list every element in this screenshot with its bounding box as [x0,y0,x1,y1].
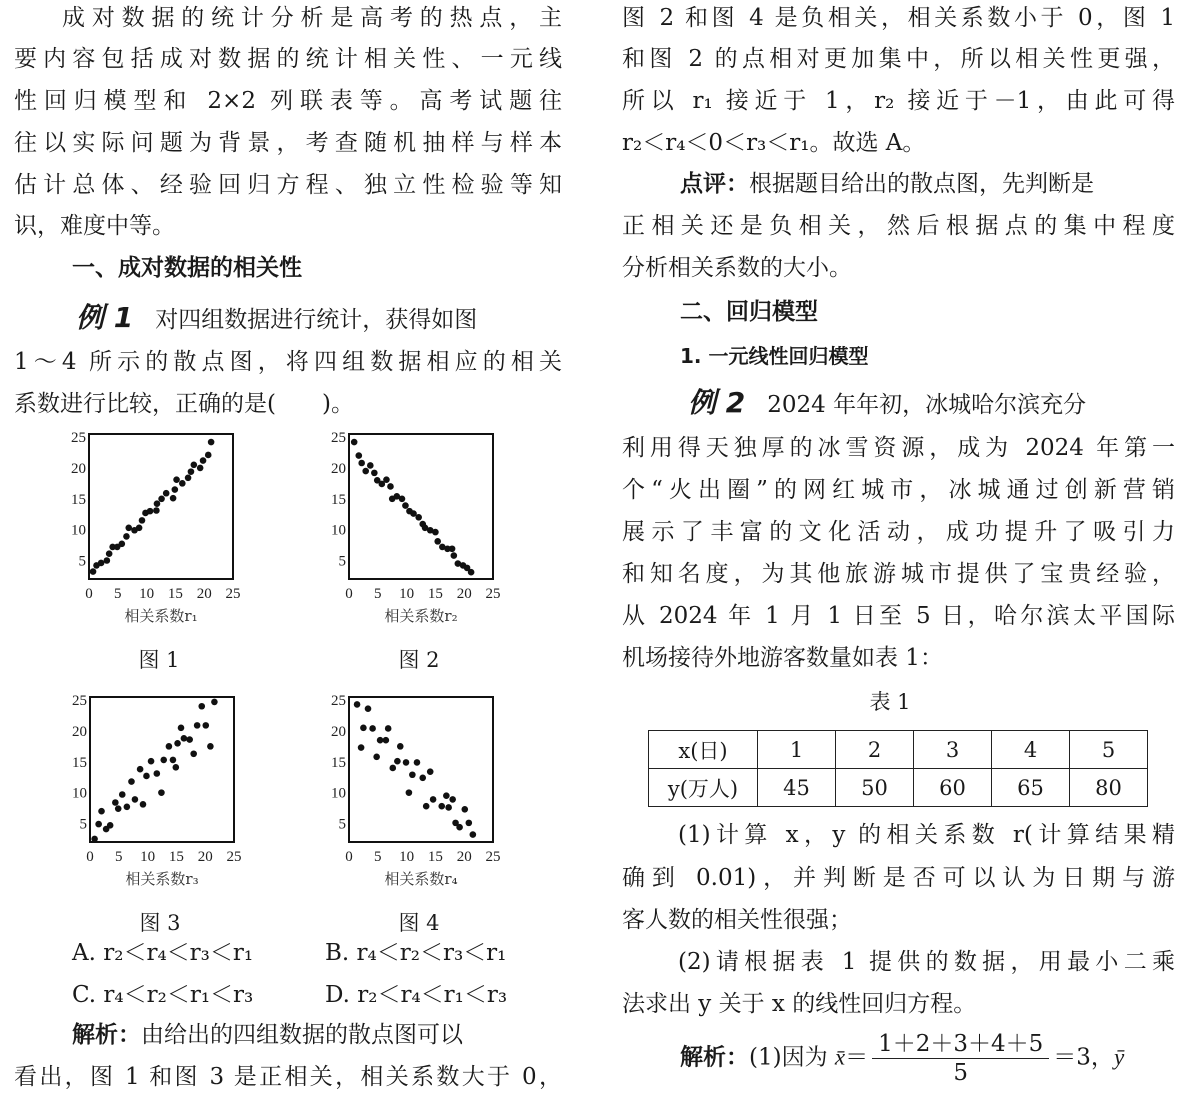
data-point [172,486,179,493]
analysis-line: 图 2 和图 4 是负相关，相关系数小于 0，图 1 [622,5,1175,31]
data-point [128,778,135,785]
data-point [362,468,369,475]
data-point [432,529,439,536]
table-cell: 65 [992,769,1070,807]
x-tick-label: 10 [140,849,156,865]
data-point [449,796,456,803]
x-tick-label: 0 [86,849,94,865]
solution-label: 解析： [680,1044,749,1071]
fraction-denominator: 5 [953,1060,969,1086]
data-point [423,803,430,810]
question-line: 法求出 y 关于 x 的线性回归方程。 [622,991,977,1017]
x-tick-label: 0 [85,586,93,602]
question-line: 确到 0.01)，并判断是否可以认为日期与游 [622,865,1175,891]
x-bar: x̄ [834,1044,846,1070]
data-point [91,836,98,843]
y-tick-label: 5 [338,816,346,833]
data-point [449,545,456,552]
data-point [185,475,192,482]
data-point [148,758,155,765]
data-point [153,507,160,514]
y-tick-label: 15 [331,491,346,508]
data-point [124,804,131,811]
x-tick-label: 0 [345,586,353,602]
table-cell: 2 [836,731,914,769]
data-point [123,533,130,540]
y-tick-label: 10 [331,522,346,539]
data-point [173,476,180,483]
example-2-line: 和知名度，为其他旅游城市提供了宝贵经验， [622,561,1175,587]
example-1-first-line [14,303,562,335]
data-point [119,541,126,548]
section-heading-correlation: 一、成对数据的相关性 [72,255,302,281]
data-point [90,568,97,575]
example-2-line: 展示了丰富的文化活动，成功提升了吸引力 [622,519,1175,545]
data-point [205,452,212,459]
y-bar: ȳ [1113,1044,1125,1070]
data-point [403,759,410,766]
intro-paragraph-line: 要内容包括成对数据的统计相关性、一元线 [14,46,562,72]
data-point [427,768,434,775]
x-tick-label: 25 [226,849,242,865]
x-axis-label: 相关系数r₄ [384,870,458,888]
data-point [468,569,475,576]
data-point [137,766,144,773]
data-point [461,806,468,813]
data-point [173,764,180,771]
data-point [394,758,401,765]
comment-line: 分析相关系数的大小。 [622,255,852,281]
data-point [186,736,193,743]
data-point [154,770,161,777]
x-tick-label: 5 [114,586,122,602]
data-point [198,703,205,710]
scatter-chart-3 [60,689,260,869]
example-2-first-line [622,388,1175,420]
y-tick-label: 10 [71,522,86,539]
data-point [139,517,146,524]
x-tick-label: 25 [225,586,241,602]
data-point [136,524,143,531]
x-tick-label: 10 [399,849,415,865]
data-point [377,737,384,744]
analysis-line: r₂＜r₄＜0＜r₃＜r₁。故选 A。 [622,130,926,156]
data-point [202,722,209,729]
y-tick-label: 5 [79,816,87,833]
question-line: (1)计算 x，y 的相关系数 r(计算结果精 [678,822,1175,848]
x-tick-label: 15 [167,586,183,602]
solution-line [680,1030,1124,1087]
data-point [365,705,372,712]
data-point [207,743,214,750]
y-tick-label: 20 [331,723,346,740]
data-point [358,744,365,751]
answer-option: B. r₄＜r₂＜r₃＜r₁ [325,940,507,966]
data-point [470,831,477,838]
data-point [163,490,170,497]
intro-paragraph-line: 识，难度中等。 [14,213,175,239]
data-point [451,552,458,559]
data-point [466,820,473,827]
solution-suffix: ＝3， [1053,1044,1114,1071]
example-2-line: 个“火出圈”的网红城市，冰城通过创新营销 [622,477,1175,503]
data-point [438,803,445,810]
scatter-chart-1 [59,426,259,606]
data-point [371,470,378,477]
solution-prefix: (1)因为 [749,1044,828,1071]
comment-first-line [680,169,1094,199]
analysis-line: 看出，图 1 和图 3 是正相关，相关系数大于 0， [14,1064,562,1090]
data-point [367,462,374,469]
y-tick-label: 15 [331,754,346,771]
data-point [188,468,195,475]
data-point [414,759,421,766]
y-tick-label: 25 [331,430,346,447]
question-line: (2)请根据表 1 提供的数据，用最小二乘 [678,949,1175,975]
y-tick-label: 25 [72,693,87,710]
x-tick-label: 5 [374,586,382,602]
intro-paragraph-line: 性回归模型和 2×2 列联表等。高考试题往 [14,88,562,114]
y-tick-label: 10 [72,785,87,802]
data-point [194,722,201,729]
data-point [143,773,150,780]
y-tick-label: 20 [72,723,87,740]
analysis-line: 所以 r₁ 接近于 1，r₂ 接近于－1，由此可得 [622,88,1175,114]
data-point [154,500,161,507]
data-point [104,557,111,564]
intro-paragraph-line: 成对数据的统计分析是高考的热点，主 [62,5,562,31]
data-point [107,822,114,829]
data-point [95,821,102,828]
equals-sign: ＝ [845,1044,869,1071]
example-1-text: 对四组数据进行统计，获得如图 [155,307,478,333]
data-point [399,495,406,502]
intro-paragraph-line: 估计总体、经验回归方程、独立性检验等知 [14,172,562,198]
scatter-chart-4 [319,689,519,869]
data-point [125,524,132,531]
figure-caption: 图 4 [398,911,440,935]
table-row [649,769,1148,807]
answer-option: A. r₂＜r₄＜r₃＜r₁ [72,940,254,966]
x-axis-label: 相关系数r₃ [125,870,199,888]
data-point [119,791,126,798]
plot-frame [349,697,493,842]
data-point [132,796,139,803]
comment-line: 正相关还是负相关，然后根据点的集中程度 [622,213,1175,239]
analysis-first-line [72,1020,463,1050]
table-title: 表 1 [869,690,911,714]
y-tick-label: 5 [338,553,346,570]
intro-paragraph-line: 往以实际问题为背景，考查随机抽样与样本 [14,130,562,156]
data-point [406,789,413,796]
y-tick-label: 25 [331,693,346,710]
data-point [98,808,105,815]
analysis-text: 由给出的四组数据的散点图可以 [141,1022,463,1048]
x-tick-label: 25 [485,586,501,602]
data-point [387,483,394,490]
y-tick-label: 5 [78,553,86,570]
table-cell: 45 [758,769,836,807]
y-tick-label: 20 [331,460,346,477]
data-point [106,550,113,557]
data-point [419,775,426,782]
comment-text: 根据题目给出的散点图，先判断是 [749,171,1094,197]
table-cell: 1 [758,731,836,769]
data-point [373,754,380,761]
data-point [369,725,376,732]
y-tick-label: 25 [71,430,86,447]
data-point [383,476,390,483]
example-2-label: 例 2 [688,386,746,419]
fraction-numerator: 1＋2＋3＋4＋5 [872,1030,1049,1059]
x-tick-label: 20 [456,586,472,602]
table-row [649,731,1148,769]
subsection-heading-linear-regression: 1. 一元线性回归模型 [680,344,869,368]
data-point [434,538,441,545]
x-tick-label: 15 [427,849,443,865]
x-tick-label: 15 [427,586,443,602]
y-tick-label: 15 [72,754,87,771]
data-point [178,725,185,732]
table-header-cell: y(万人) [649,769,758,807]
data-point [140,801,147,808]
data-point [197,465,204,472]
x-tick-label: 5 [115,849,123,865]
data-point [389,765,396,772]
data-point [415,514,422,521]
x-tick-label: 25 [485,849,501,865]
x-tick-label: 0 [345,849,353,865]
data-point [190,750,197,757]
table-cell: 80 [1070,769,1148,807]
data-point [191,462,198,469]
analysis-line: 和图 2 的点相对更加集中，所以相关性更强， [622,46,1175,72]
table-cell: 60 [914,769,992,807]
x-tick-label: 5 [374,849,382,865]
data-point [158,495,165,502]
data-point [200,457,207,464]
y-tick-label: 10 [331,785,346,802]
question-line: 客人数的相关性很强； [622,907,852,933]
data-point [383,737,390,744]
data-point [160,757,167,764]
data-point [158,789,165,796]
data-point [360,725,367,732]
table-cell: 4 [992,731,1070,769]
data-point [397,743,404,750]
answer-option: C. r₄＜r₂＜r₁＜r₃ [72,982,254,1008]
data-point [402,502,409,509]
data-point [181,735,188,742]
example-2-line: 从 2024 年 1 月 1 日至 5 日，哈尔滨太平国际 [622,603,1175,629]
data-point [354,701,361,708]
data-point [112,799,119,806]
data-point [170,757,177,764]
data-point [358,460,365,467]
fraction [872,1030,1049,1087]
table-cell: 5 [1070,731,1148,769]
y-tick-label: 20 [71,460,86,477]
scatter-chart-2 [319,426,519,606]
figure-caption: 图 3 [139,911,181,935]
example-2-line: 机场接待外地游客数量如表 1： [622,645,943,671]
data-point [98,560,105,567]
analysis-label: 解析： [72,1022,141,1048]
data-point [351,439,358,446]
data-point [409,771,416,778]
x-axis-label: 相关系数r₁ [124,607,198,625]
answer-option: D. r₂＜r₄＜r₁＜r₃ [325,982,508,1008]
plot-frame [90,697,234,842]
x-tick-label: 20 [456,849,472,865]
plot-frame [349,434,493,579]
example-1-label: 例 1 [76,301,134,334]
table-header-cell: x(日) [649,731,758,769]
figure-caption: 图 2 [398,648,440,672]
section-heading-regression: 二、回归模型 [680,299,818,325]
data-point [115,805,122,812]
visitor-table [648,730,1148,807]
y-tick-label: 15 [71,491,86,508]
x-tick-label: 10 [139,586,155,602]
data-point [179,480,186,487]
example-2-text: 2024 年年初，冰城哈尔滨充分 [767,392,1087,418]
x-tick-label: 10 [399,586,415,602]
example-1-line: 1～4 所示的散点图，将四组数据相应的相关 [14,349,562,375]
data-point [166,743,173,750]
example-1-line: 系数进行比较，正确的是( )。 [14,391,354,417]
data-point [211,699,218,706]
x-tick-label: 20 [196,586,212,602]
comment-label: 点评： [680,171,749,197]
data-point [355,452,362,459]
data-point [443,792,450,799]
x-axis-label: 相关系数r₂ [384,607,458,625]
x-tick-label: 20 [197,849,213,865]
data-point [445,804,452,811]
data-point [170,495,177,502]
table-cell: 3 [914,731,992,769]
data-point [147,508,154,515]
figure-caption: 图 1 [138,648,180,672]
data-point [456,824,463,831]
data-point [385,725,392,732]
data-point [430,796,437,803]
table-cell: 50 [836,769,914,807]
data-point [208,439,215,446]
example-2-line: 利用得天独厚的冰雪资源，成为 2024 年第一 [622,435,1175,461]
x-tick-label: 15 [168,849,184,865]
data-point [174,740,181,747]
